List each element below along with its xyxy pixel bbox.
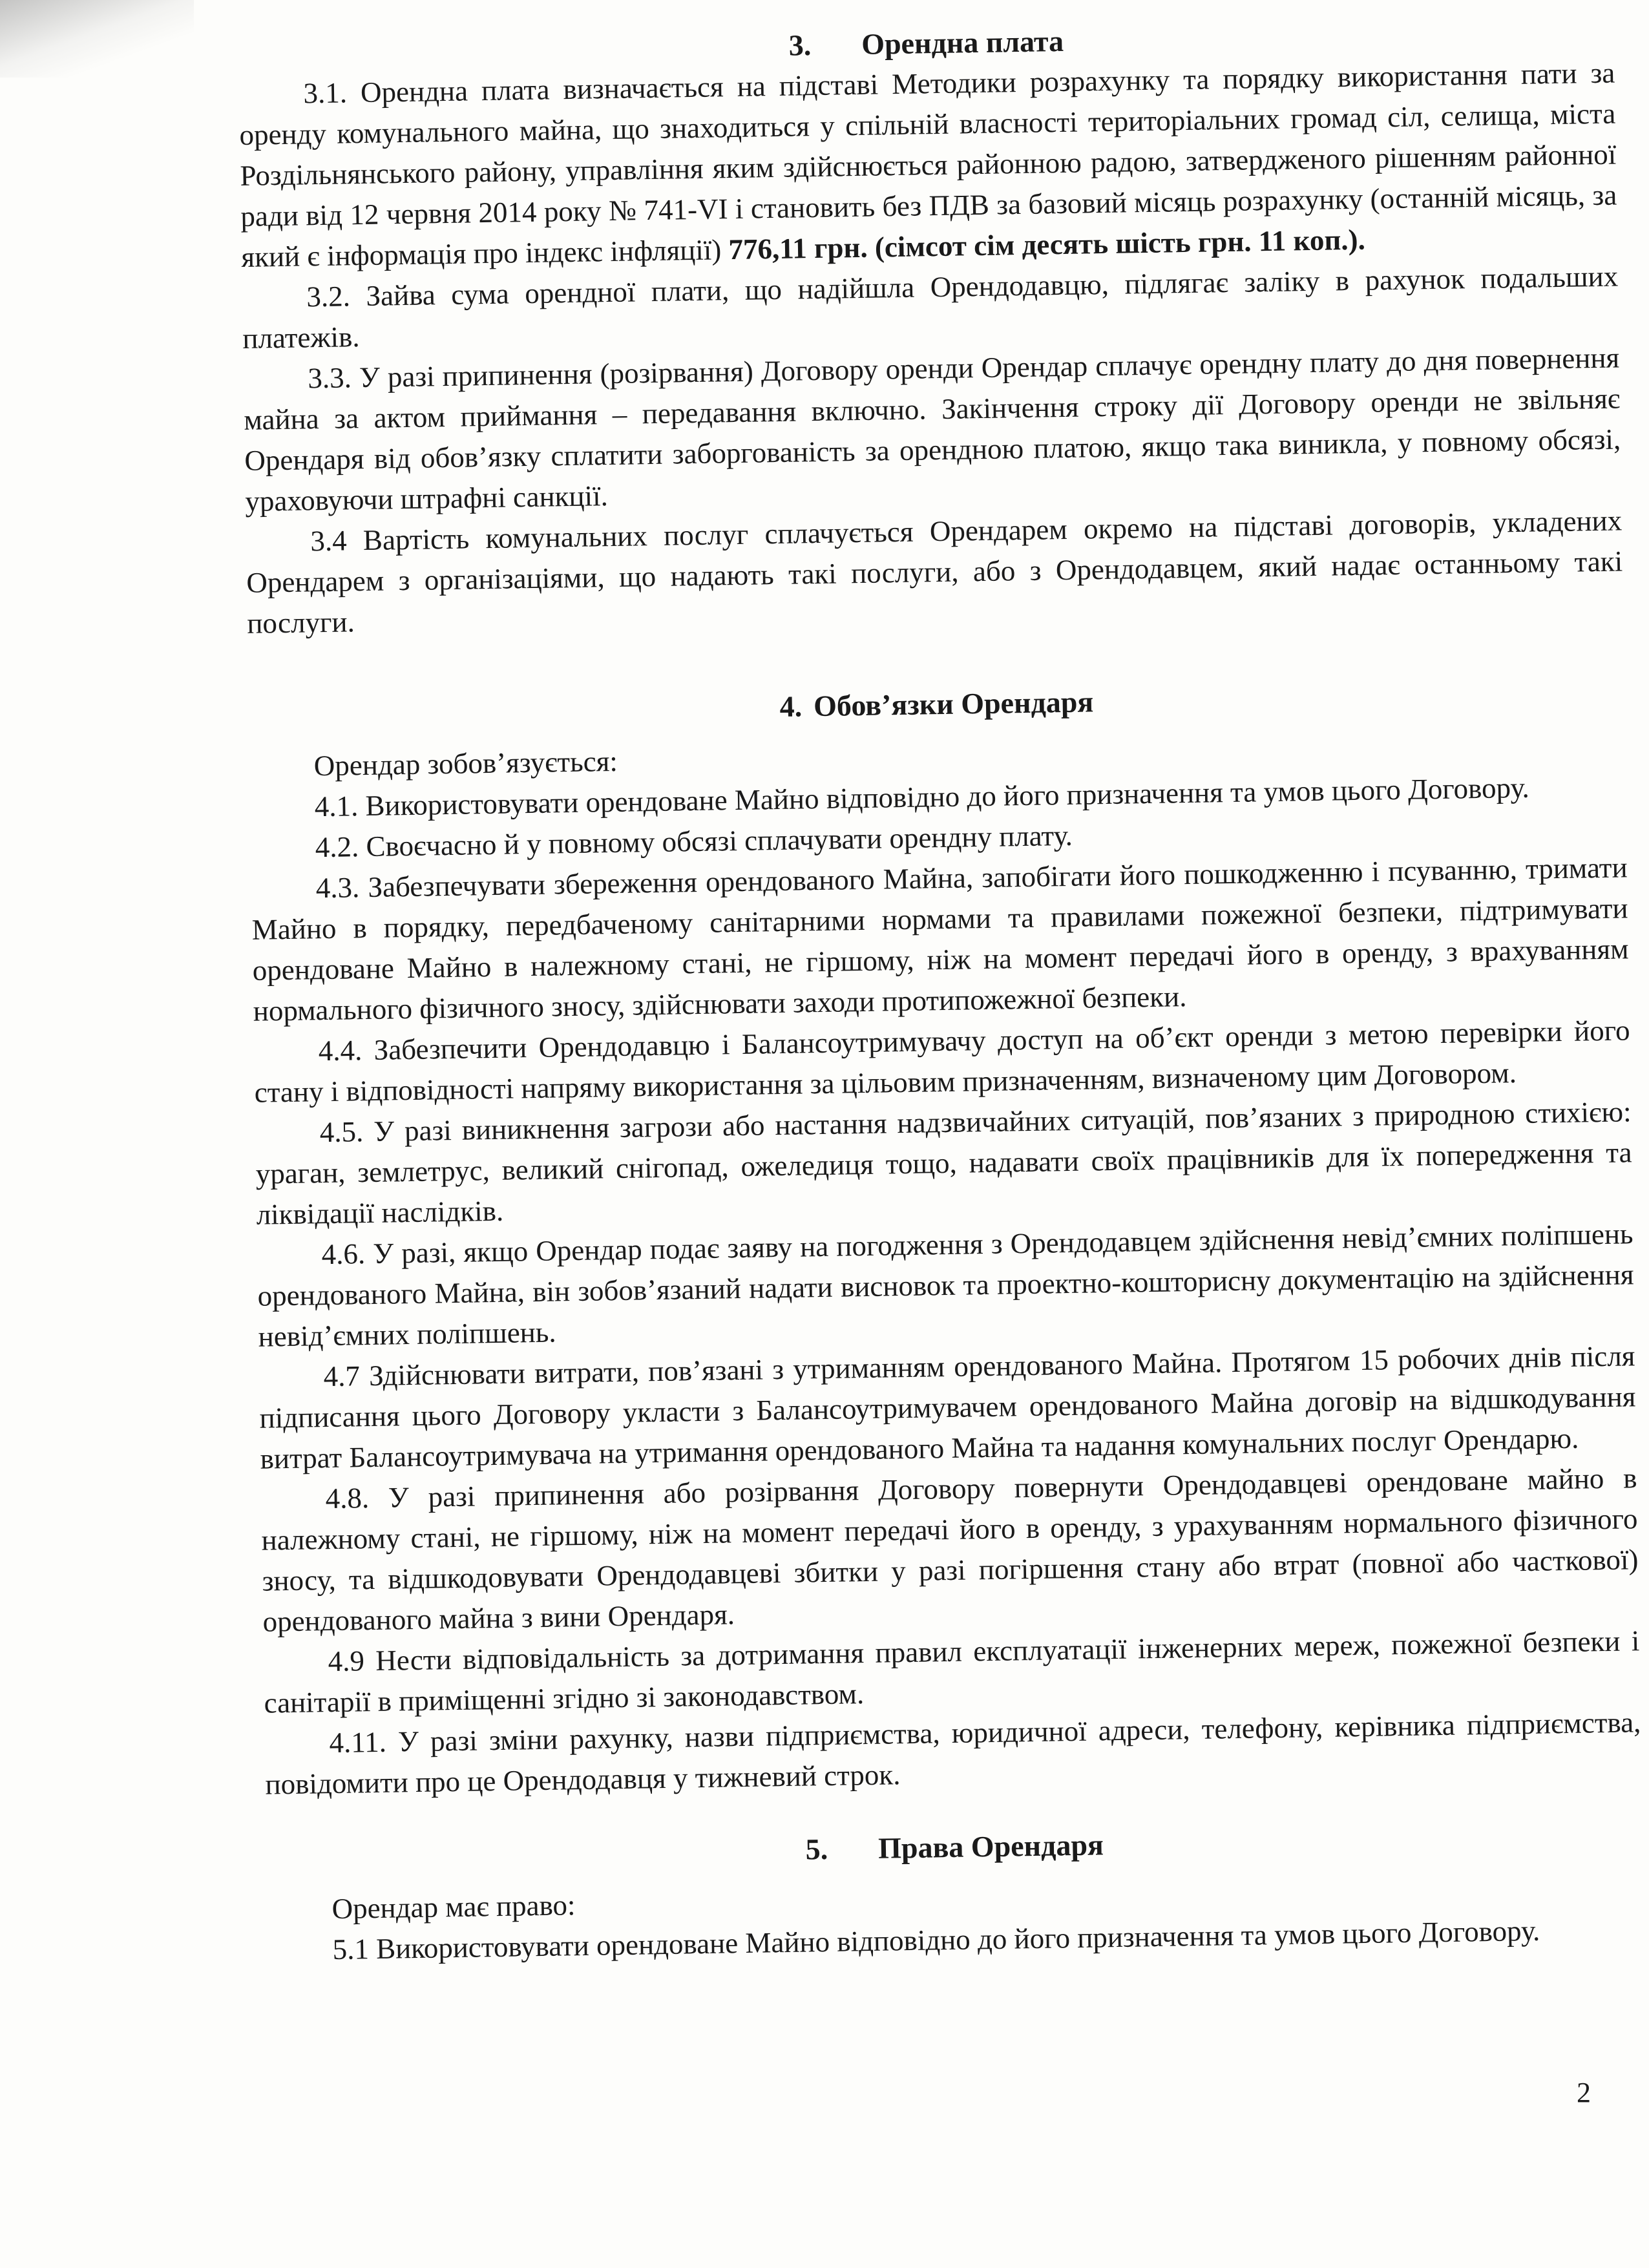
clause-4-9: 4.9 Нести відповідальність за дотримання правил експлуатації інженерних мереж, пожежної безпеки і санітарії в приміщенні згідно зі законодавством. (264, 1624, 1640, 1719)
clause-3-1 (238, 53, 1618, 278)
clause-4-8: 4.8. У разі припинення або розірвання Договору повернути Орендодавцеві орендоване майно в належному стані, не гіршому, ніж на момент передачі його в оренду, з урахуванням нормального фізичного зносу, та відшкодовувати Орендодавцеві збитки у разі погіршення стану або втрат (повної або часткової) орендованого майна з вини Орендаря. (261, 1462, 1639, 1638)
clause-3-1-text: 3.1. Орендна плата визначається на підставі Методики розрахунку та порядку використання пати за оренду комунального майна, що знаходиться у спільній власності територіальних громад сіл, селища, міста Роздільнянського району, управління яким здійснюється районною радою, затвердженого рішенням районної ради від 12 червня 2014 року № 741-VI і становить без ПДВ за базовий місяць розрахунку (останній місяць, за який є інформація про індекс інфляції) (239, 56, 1617, 273)
clause-4-6: 4.6. У разі, якщо Орендар подає заяву на погодження з Орендодавцем здійснення невід’ємних поліпшень орендованого Майна, він зобов’язаний надати висновок та проектно-кошторисну документацію на здійснення невід’ємних поліпшень. (257, 1217, 1634, 1353)
section-4-number: 4. (779, 689, 803, 723)
section-5-title: Права Орендаря (877, 1828, 1104, 1865)
clause-4-5: 4.5. У разі виникнення загрози або настання надзвичайних ситуацій, пов’язаних з природною стихією: ураган, землетрус, великий снігопад, ожеледиця тощо, надавати своїх працівників для їх попередження та ліквідації наслідків. (255, 1095, 1632, 1231)
section-3-title: Орендна плата (861, 24, 1064, 61)
section-5-number: 5. (805, 1832, 828, 1866)
clause-4-1: 4.1. Використовувати орендоване Майно відповідно до його призначення та умов цього Договору. (314, 771, 1530, 823)
clause-4-2: 4.2. Своєчасно й у повному обсязі сплачувати орендну плату. (315, 819, 1073, 864)
clause-3-4: 3.4 Вартість комунальних послуг сплачується Орендарем окремо на підставі договорів, укладених Орендарем з організаціями, що надають такі послуги, або з Орендодавцем, який надає останньому такі послуги. (246, 504, 1623, 640)
page-number: 2 (1577, 2077, 1591, 2108)
section-5-intro: Орендар має право: (331, 1889, 576, 1926)
clause-3-2: 3.2. Зайва сума орендної плати, що надійшла Орендодавцю, підлягає заліку в рахунок подальших платежів. (242, 260, 1619, 355)
clause-4-3: 4.3. Забезпечувати збереження орендованого Майна, запобігати його пошкодженню і псуванню, тримати Майно в порядку, передбаченому санітарними нормами та правилами пожежної безпеки, підтримувати орендоване Майно в належному стані, не гіршому, ніж на момент передачі його в оренду, з врахуванням нормального фізичного зносу, здійснювати заходи протипожежної безпеки. (251, 851, 1629, 1027)
section-4-intro: Орендар зобов’язується: (313, 744, 618, 782)
clause-4-4: 4.4. Забезпечити Орендодавцю і Балансоутримувачу доступ на об’єкт оренди з метою перевірки його стану і відповідності напряму використання за цільовим призначенням, визначеному цим Договором. (254, 1014, 1630, 1109)
clause-3-1-amount: 776,11 грн. (сімсот сім десять шість грн. 11 коп.). (728, 223, 1366, 266)
scan-edge-shadow (0, 0, 194, 78)
document-body (238, 12, 1644, 1971)
clause-4-7: 4.7 Здійснювати витрати, пов’язані з утриманням орендованого Майна. Протягом 15 робочих днів після підписання цього Договору укласти з Балансоутримувачем орендованого Майна договір на відшкодування витрат Балансоутримувача на утримання орендованого Майна та надання комунальних послуг Орендарю. (259, 1339, 1636, 1475)
clause-3-3: 3.3. У разі припинення (розірвання) Договору оренди Орендар сплачує орендну плату до дня повернення майна за актом приймання – передавання включно. Закінчення строку дії Договору оренди не звільняє Орендаря від обов’язку сплатити заборгованість за орендною платою, якщо така виникла, у повному обсязі, ураховуючи штрафні санкції. (244, 341, 1621, 518)
section-3-number: 3. (788, 28, 812, 62)
clause-4-11: 4.11. У разі зміни рахунку, назви підприємства, юридичної адреси, телефону, керівника підприємства, повідомити про це Орендодавця у тижневий строк. (265, 1706, 1641, 1801)
section-4-title: Обов’язки Орендаря (813, 685, 1094, 723)
clause-5-1: 5.1 Використовувати орендоване Майно відповідно до його призначення та умов цього Договору. (332, 1914, 1540, 1966)
